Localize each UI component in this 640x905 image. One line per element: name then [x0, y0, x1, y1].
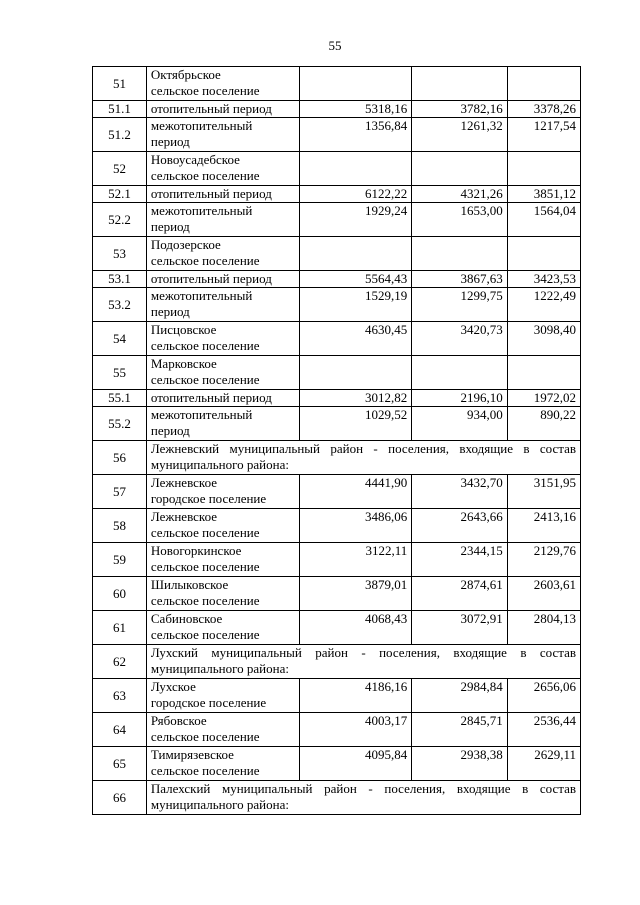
row-number: 53.2 — [93, 288, 147, 322]
value-cell-3: 2413,16 — [507, 509, 580, 543]
section-heading: Лухский муниципальный район - поселения, входящие в состав муниципального района: — [146, 645, 580, 679]
table-row — [93, 237, 581, 271]
value-cell-1: 3486,06 — [300, 509, 412, 543]
value-cell-2: 1261,32 — [412, 118, 508, 152]
value-cell-2: 3867,63 — [412, 271, 508, 288]
row-number: 65 — [93, 747, 147, 781]
row-name — [146, 237, 300, 271]
value-cell-3: 2603,61 — [507, 577, 580, 611]
row-name-line: отопительный период — [150, 101, 272, 116]
value-cell-1: 4003,17 — [300, 713, 412, 747]
row-name-line: межотопительный — [150, 203, 253, 218]
value-cell-3 — [507, 237, 580, 271]
row-number: 52.2 — [93, 203, 147, 237]
value-cell-3: 3851,12 — [507, 186, 580, 203]
value-cell-2: 1299,75 — [412, 288, 508, 322]
row-name-line: сельское поселение — [150, 559, 260, 574]
row-name — [146, 577, 300, 611]
value-cell-2: 2938,38 — [412, 747, 508, 781]
table-row — [93, 577, 581, 611]
row-name — [146, 679, 300, 713]
value-cell-2: 2845,71 — [412, 713, 508, 747]
value-cell-2: 4321,26 — [412, 186, 508, 203]
value-cell-3: 2629,11 — [507, 747, 580, 781]
row-name-line: сельское поселение — [150, 253, 260, 268]
table-row — [93, 747, 581, 781]
row-number: 60 — [93, 577, 147, 611]
row-number: 66 — [93, 781, 147, 815]
row-name-line: сельское поселение — [150, 627, 260, 642]
row-name-line: период — [150, 304, 190, 319]
table-row — [93, 322, 581, 356]
table-row — [93, 713, 581, 747]
table-row — [93, 441, 581, 475]
row-name-line: период — [150, 423, 190, 438]
row-name — [146, 713, 300, 747]
value-cell-3: 3098,40 — [507, 322, 580, 356]
data-table — [92, 66, 581, 815]
value-cell-2: 2643,66 — [412, 509, 508, 543]
table-row — [93, 101, 581, 118]
row-number: 51.1 — [93, 101, 147, 118]
row-name-line: Подозерское — [150, 237, 221, 252]
row-name-line: Тимирязевское — [150, 747, 234, 762]
row-number: 63 — [93, 679, 147, 713]
row-number: 64 — [93, 713, 147, 747]
value-cell-3 — [507, 356, 580, 390]
row-name-line: городское поселение — [150, 491, 267, 506]
table-row — [93, 356, 581, 390]
value-cell-2 — [412, 152, 508, 186]
value-cell-2 — [412, 67, 508, 101]
value-cell-3: 890,22 — [507, 407, 580, 441]
row-name-line: межотопительный — [150, 118, 253, 133]
row-name-line: Писцовское — [150, 322, 217, 337]
value-cell-3: 3151,95 — [507, 475, 580, 509]
row-number: 51.2 — [93, 118, 147, 152]
row-name-line: сельское поселение — [150, 525, 260, 540]
value-cell-1: 4630,45 — [300, 322, 412, 356]
row-name — [146, 67, 300, 101]
row-number: 55.1 — [93, 390, 147, 407]
value-cell-2 — [412, 237, 508, 271]
value-cell-3: 1972,02 — [507, 390, 580, 407]
row-number: 52 — [93, 152, 147, 186]
value-cell-3: 3378,26 — [507, 101, 580, 118]
row-name-line: сельское поселение — [150, 338, 260, 353]
row-name-line: Новоусадебское — [150, 152, 240, 167]
row-number: 57 — [93, 475, 147, 509]
value-cell-1: 3012,82 — [300, 390, 412, 407]
row-name-line: сельское поселение — [150, 729, 260, 744]
row-name-line: межотопительный — [150, 407, 253, 422]
row-name-line: Лухское — [150, 679, 196, 694]
value-cell-3: 1217,54 — [507, 118, 580, 152]
value-cell-1: 3879,01 — [300, 577, 412, 611]
row-name — [146, 288, 300, 322]
row-number: 58 — [93, 509, 147, 543]
table-row — [93, 645, 581, 679]
value-cell-1 — [300, 67, 412, 101]
row-name-line: отопительный период — [150, 186, 272, 201]
table-body — [93, 67, 581, 815]
row-name-line: Марковское — [150, 356, 217, 371]
row-name — [146, 186, 300, 203]
table-row — [93, 509, 581, 543]
value-cell-1: 6122,22 — [300, 186, 412, 203]
row-name — [146, 407, 300, 441]
value-cell-1: 4095,84 — [300, 747, 412, 781]
table-row — [93, 543, 581, 577]
table-row — [93, 288, 581, 322]
value-cell-3: 2536,44 — [507, 713, 580, 747]
row-number: 52.1 — [93, 186, 147, 203]
value-cell-3: 2656,06 — [507, 679, 580, 713]
row-name-line: Новогоркинское — [150, 543, 242, 558]
table-row — [93, 118, 581, 152]
value-cell-1: 1929,24 — [300, 203, 412, 237]
row-name-line: период — [150, 134, 190, 149]
value-cell-2: 934,00 — [412, 407, 508, 441]
value-cell-1: 3122,11 — [300, 543, 412, 577]
row-number: 55.2 — [93, 407, 147, 441]
value-cell-2: 3782,16 — [412, 101, 508, 118]
row-name-line: отопительный период — [150, 271, 272, 286]
value-cell-3: 1564,04 — [507, 203, 580, 237]
row-number: 56 — [93, 441, 147, 475]
row-name — [146, 101, 300, 118]
table-row — [93, 203, 581, 237]
row-name-line: Рябовское — [150, 713, 207, 728]
value-cell-3 — [507, 152, 580, 186]
value-cell-1: 4441,90 — [300, 475, 412, 509]
row-number: 53 — [93, 237, 147, 271]
row-name — [146, 475, 300, 509]
row-name-line: городское поселение — [150, 695, 267, 710]
section-heading: Лежневский муниципальный район - поселения, входящие в состав муниципального района: — [146, 441, 580, 475]
row-name — [146, 356, 300, 390]
table-row — [93, 186, 581, 203]
value-cell-1 — [300, 356, 412, 390]
row-name-line: Лежневское — [150, 475, 217, 490]
value-cell-1: 5564,43 — [300, 271, 412, 288]
row-name — [146, 152, 300, 186]
row-number: 59 — [93, 543, 147, 577]
row-number: 62 — [93, 645, 147, 679]
row-name-line: отопительный период — [150, 390, 272, 405]
row-name — [146, 118, 300, 152]
row-name-line: межотопительный — [150, 288, 253, 303]
value-cell-2: 1653,00 — [412, 203, 508, 237]
page-number: 55 — [328, 38, 342, 53]
value-cell-1 — [300, 237, 412, 271]
value-cell-3 — [507, 67, 580, 101]
row-name-line: сельское поселение — [150, 593, 260, 608]
value-cell-2: 3420,73 — [412, 322, 508, 356]
row-name-line: период — [150, 219, 190, 234]
table-row — [93, 271, 581, 288]
row-name-line: Шилыковское — [150, 577, 229, 592]
value-cell-1: 1356,84 — [300, 118, 412, 152]
value-cell-1: 1529,19 — [300, 288, 412, 322]
table-row — [93, 152, 581, 186]
row-name-line: сельское поселение — [150, 763, 260, 778]
value-cell-2 — [412, 356, 508, 390]
value-cell-1 — [300, 152, 412, 186]
row-number: 51 — [93, 67, 147, 101]
section-heading: Палехский муниципальный район - поселения, входящие в состав муниципального района: — [146, 781, 580, 815]
value-cell-3: 2804,13 — [507, 611, 580, 645]
row-name-line: Октябрьское — [150, 67, 221, 82]
row-number: 54 — [93, 322, 147, 356]
row-number: 53.1 — [93, 271, 147, 288]
table-row — [93, 67, 581, 101]
value-cell-2: 2344,15 — [412, 543, 508, 577]
table-row — [93, 407, 581, 441]
row-name — [146, 322, 300, 356]
table-row — [93, 475, 581, 509]
row-name — [146, 271, 300, 288]
value-cell-1: 5318,16 — [300, 101, 412, 118]
row-name — [146, 543, 300, 577]
value-cell-3: 1222,49 — [507, 288, 580, 322]
row-number: 55 — [93, 356, 147, 390]
value-cell-2: 2196,10 — [412, 390, 508, 407]
value-cell-1: 4068,43 — [300, 611, 412, 645]
row-name-line: Сабиновское — [150, 611, 223, 626]
row-name — [146, 747, 300, 781]
table-row — [93, 781, 581, 815]
row-name — [146, 509, 300, 543]
row-name — [146, 390, 300, 407]
value-cell-2: 3072,91 — [412, 611, 508, 645]
value-cell-3: 3423,53 — [507, 271, 580, 288]
table-row — [93, 611, 581, 645]
row-number: 61 — [93, 611, 147, 645]
value-cell-2: 3432,70 — [412, 475, 508, 509]
table-row — [93, 390, 581, 407]
value-cell-1: 4186,16 — [300, 679, 412, 713]
row-name — [146, 611, 300, 645]
row-name-line: сельское поселение — [150, 168, 260, 183]
row-name-line: сельское поселение — [150, 83, 260, 98]
value-cell-2: 2874,61 — [412, 577, 508, 611]
value-cell-2: 2984,84 — [412, 679, 508, 713]
value-cell-3: 2129,76 — [507, 543, 580, 577]
value-cell-1: 1029,52 — [300, 407, 412, 441]
row-name — [146, 203, 300, 237]
table-row — [93, 679, 581, 713]
row-name-line: Лежневское — [150, 509, 217, 524]
row-name-line: сельское поселение — [150, 372, 260, 387]
